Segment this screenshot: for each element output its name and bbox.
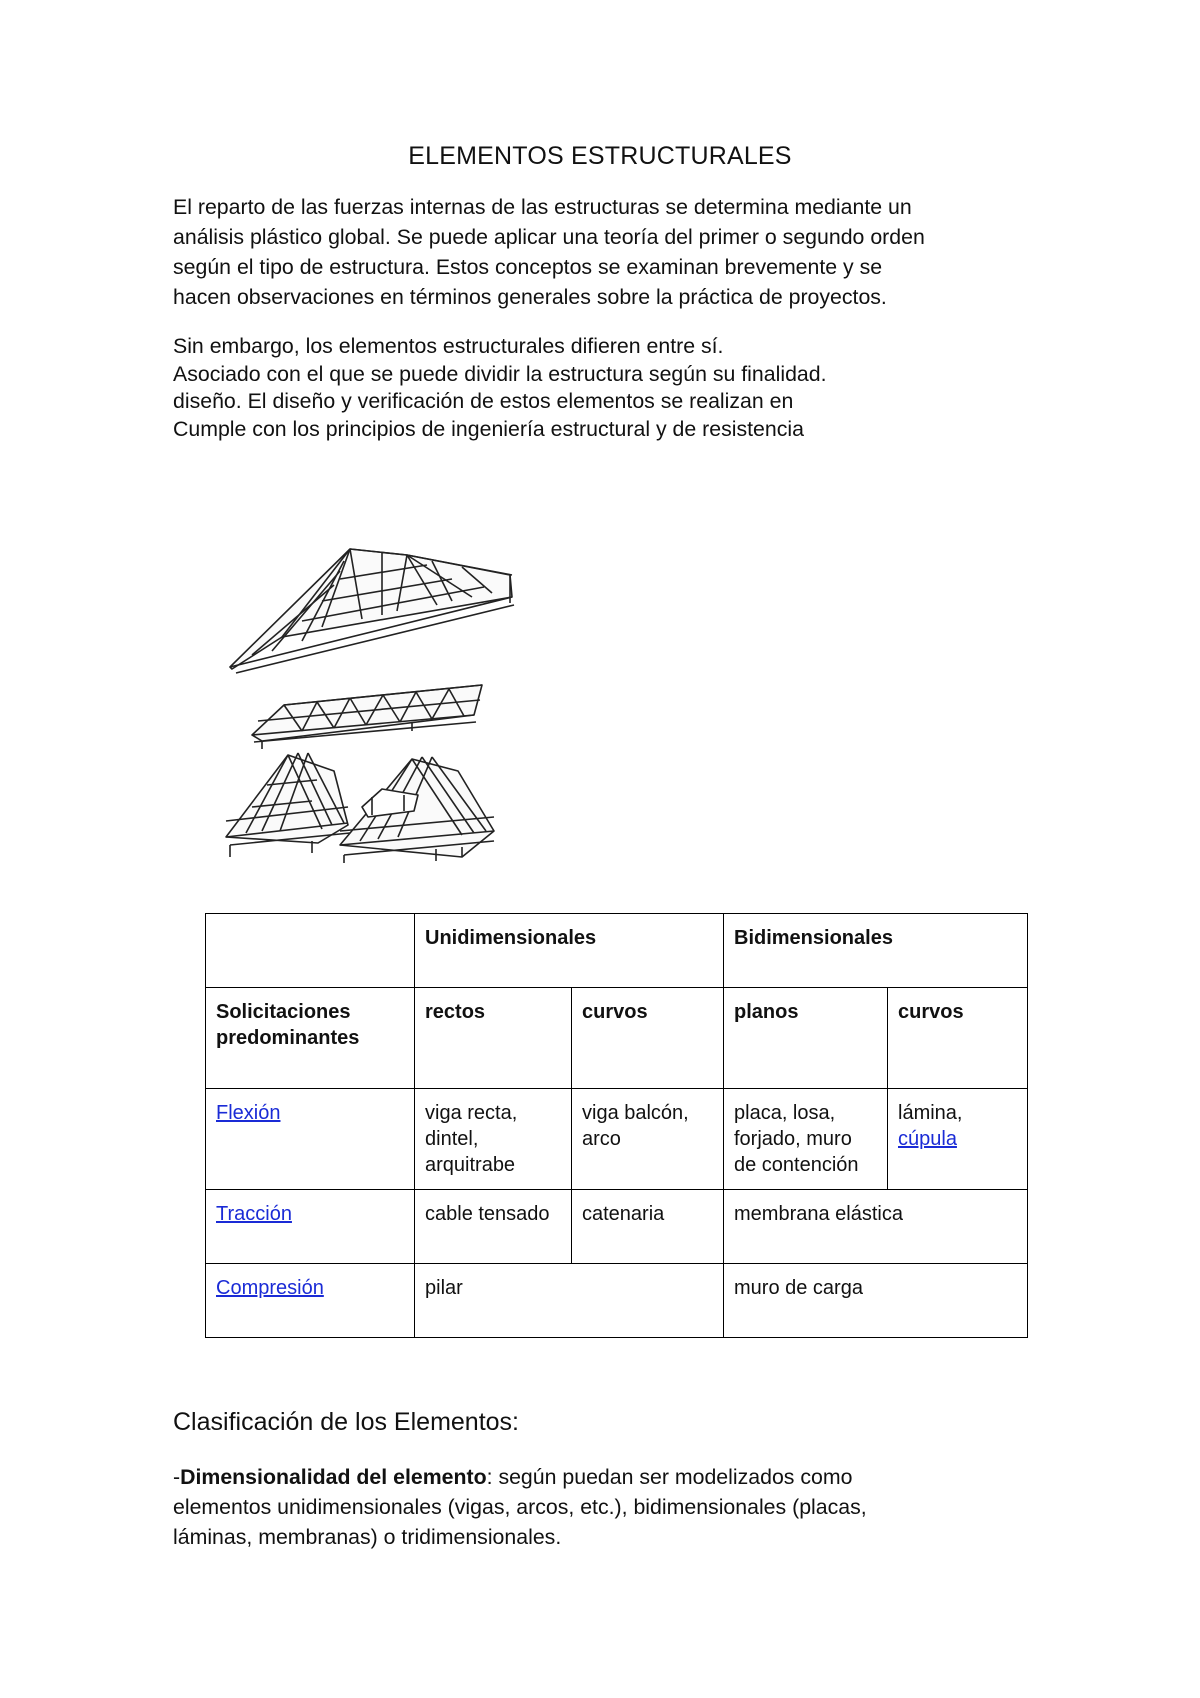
classification-paragraph — [173, 1462, 1053, 1552]
table-cell-empty — [206, 914, 415, 988]
traccion-link[interactable]: Tracción — [216, 1203, 292, 1225]
header-unidimensionales: Unidimensionales — [415, 914, 724, 988]
second-line: Sin embargo, los elementos estructurales difieren entre sí. — [173, 334, 724, 358]
line1-rest: : según puedan ser modelizados como — [486, 1465, 853, 1489]
flexion-curvos-bidimensional — [888, 1089, 1028, 1190]
compresion-bidimensionales: muro de carga — [724, 1264, 1028, 1338]
row-label-cell — [206, 1190, 415, 1264]
roof-truss-illustration — [222, 545, 522, 865]
compresion-link[interactable]: Compresión — [216, 1277, 324, 1299]
bold-term: Dimensionalidad del elemento — [180, 1465, 487, 1489]
cupula-link[interactable]: cúpula — [898, 1128, 957, 1150]
intro-line: análisis plástico global. Se puede aplicar una teoría del primer o segundo orden — [173, 225, 925, 249]
table-row — [206, 1089, 1028, 1190]
second-line: Asociado con el que se puede dividir la estructura según su finalidad. — [173, 361, 827, 386]
table-row — [206, 1264, 1028, 1338]
header-solicitaciones: Solicitaciones predominantes — [206, 988, 415, 1089]
classification-line: elementos unidimensionales (vigas, arcos, etc.), bidimensionales (placas, — [173, 1495, 867, 1519]
row-label-cell — [206, 1089, 415, 1190]
subheader-planos: planos — [724, 988, 888, 1089]
flexion-planos: placa, losa, forjado, muro de contención — [724, 1089, 888, 1190]
lamina-text: lámina, — [898, 1102, 963, 1124]
document-title: ELEMENTOS ESTRUCTURALES — [408, 142, 792, 170]
row-label-cell — [206, 1264, 415, 1338]
subheader-curvos: curvos — [572, 988, 724, 1089]
traccion-bidimensionales: membrana elástica — [724, 1190, 1028, 1264]
section-heading: Clasificación de los Elementos: — [173, 1408, 519, 1436]
traccion-rectos: cable tensado — [415, 1190, 572, 1264]
intro-line: El reparto de las fuerzas internas de las estructuras se determina mediante un — [173, 195, 912, 219]
compresion-unidimensionales: pilar — [415, 1264, 724, 1338]
dash: - — [173, 1465, 181, 1489]
classification-line: láminas, membranas) o tridimensionales. — [173, 1525, 562, 1549]
flexion-link[interactable]: Flexión — [216, 1102, 281, 1124]
table-row — [206, 1190, 1028, 1264]
table-row — [206, 914, 1028, 988]
second-line: Cumple con los principios de ingeniería estructural y de resistencia — [173, 416, 804, 441]
second-line: diseño. El diseño y verificación de estos elementos se realizan en — [173, 389, 794, 413]
subheader-rectos: rectos — [415, 988, 572, 1089]
intro-line: hacen observaciones en términos generales sobre la práctica de proyectos. — [173, 285, 887, 309]
second-paragraph — [173, 333, 1053, 443]
intro-paragraph — [173, 192, 1053, 312]
flexion-rectos: viga recta, dintel, arquitrabe — [415, 1089, 572, 1190]
classification-line — [173, 1462, 1053, 1492]
table-row — [206, 988, 1028, 1089]
flexion-curvos: viga balcón, arco — [572, 1089, 724, 1190]
intro-line: según el tipo de estructura. Estos conceptos se examinan brevemente y se — [173, 255, 883, 279]
subheader-curvos-bidimensional: curvos — [888, 988, 1028, 1089]
header-bidimensionales: Bidimensionales — [724, 914, 1028, 988]
traccion-curvos: catenaria — [572, 1190, 724, 1264]
classification-table — [205, 913, 1028, 1338]
